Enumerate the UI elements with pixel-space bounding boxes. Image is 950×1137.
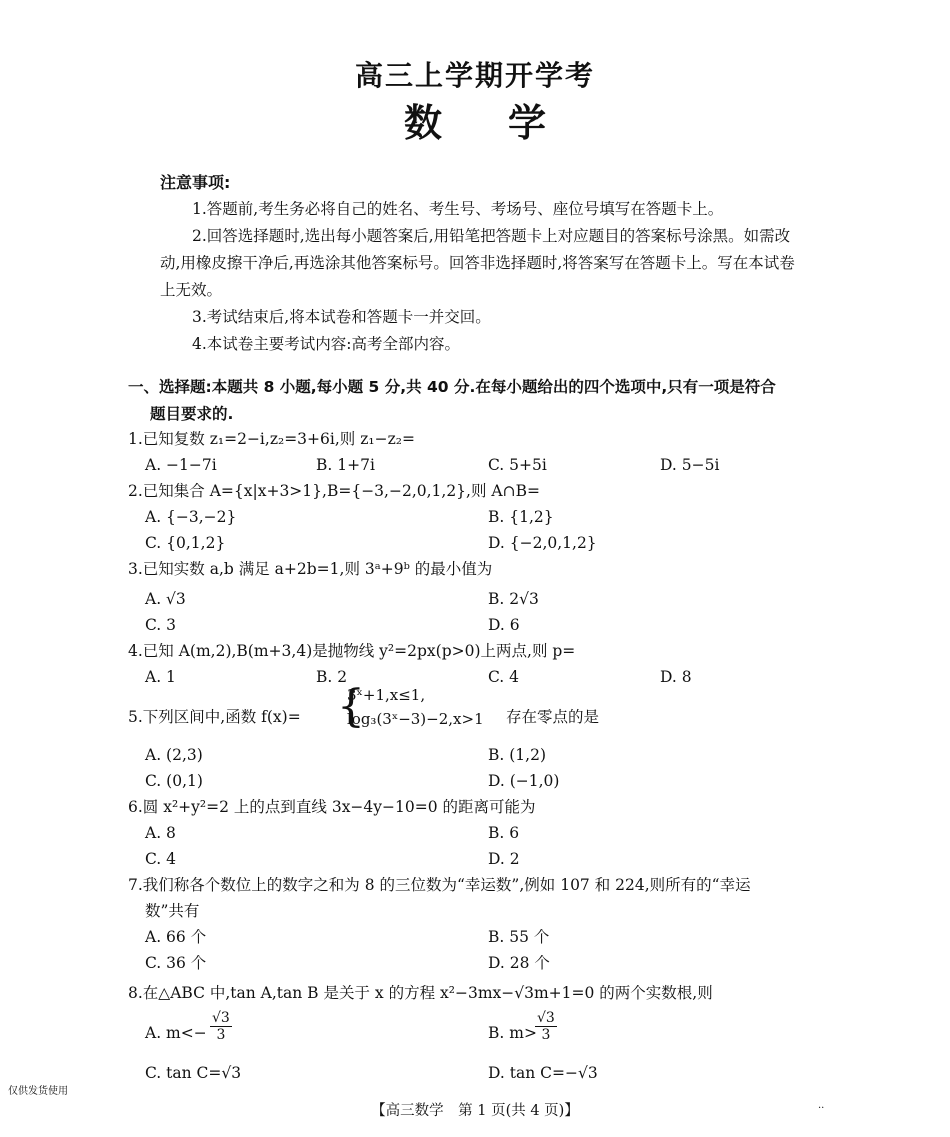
section-heading: [128, 374, 828, 428]
q1-option-c: C. 5+5i: [488, 456, 547, 474]
q2-option-b: B. {1,2}: [488, 508, 554, 526]
fraction-denominator: 3: [541, 1027, 551, 1043]
fraction-numerator: √3: [212, 1010, 230, 1026]
question-6-stem: 6.圆 x²+y²=2 上的点到直线 3x−4y−10=0 的距离可能为: [128, 798, 536, 816]
brace-glyph: {: [337, 681, 365, 732]
q2-option-c: C. {0,1,2}: [145, 534, 226, 552]
notice-item: 4.本试卷主要考试内容:高考全部内容。: [192, 335, 461, 353]
q2-option-d: D. {−2,0,1,2}: [488, 534, 597, 552]
question-8-stem: 8.在△ABC 中,tan A,tan B 是关于 x 的方程 x²−3mx−√3m+1=0 的两个实数根,则: [128, 984, 713, 1002]
fraction-denominator: 3: [216, 1027, 226, 1043]
question-3-stem: 3.已知实数 a,b 满足 a+2b=1,则 3ᵃ+9ᵇ 的最小值为: [128, 560, 493, 578]
question-5-stem-suffix: 存在零点的是: [506, 708, 600, 726]
q6-option-a: A. 8: [145, 824, 176, 842]
q8-option-c: C. tan C=√3: [145, 1064, 242, 1082]
notice-item: 3.考试结束后,将本试卷和答题卡一并交回。: [192, 308, 491, 326]
question-5-stem-prefix: 5.下列区间中,函数 f(x)=: [128, 708, 301, 726]
question-1-stem: 1.已知复数 z₁=2−i,z₂=3+6i,则 z₁−z₂=: [128, 430, 415, 448]
q7-option-d: D. 28 个: [488, 954, 550, 972]
section-line: 题目要求的.: [150, 405, 234, 423]
q7-option-c: C. 36 个: [145, 954, 207, 972]
q8-option-b-fraction: [535, 1010, 557, 1043]
q1-option-a: A. −1−7i: [145, 456, 217, 474]
q8-option-a: A. m<−: [145, 1024, 207, 1042]
q8-option-a-fraction: [210, 1010, 232, 1043]
q5-option-c: C. (0,1): [145, 772, 203, 790]
notice-heading: 注意事项:: [160, 173, 231, 192]
page-number: 【高三数学 第 1 页(共 4 页)】: [371, 1103, 579, 1119]
q3-option-d: D. 6: [488, 616, 520, 634]
q3-option-a: A. √3: [145, 590, 186, 608]
q2-option-a: A. {−3,−2}: [145, 508, 237, 526]
notice-item: 2.回答选择题时,选出每小题答案后,用铅笔把答题卡上对应题目的答案标号涂黑。如需改动,用橡皮擦干净后,再选涂其他答案标号。回答非选择题时,将答案写在答题卡上。写在本试卷上无效。: [160, 227, 795, 299]
notice-list: [160, 196, 795, 358]
q4-option-c: C. 4: [488, 668, 520, 686]
q6-option-b: B. 6: [488, 824, 520, 842]
q8-option-d: D. tan C=−√3: [488, 1064, 598, 1082]
notice-item: 1.答题前,考生务必将自己的姓名、考生号、考场号、座位号填写在答题卡上。: [192, 200, 724, 218]
exam-title: 高三上学期开学考: [354, 59, 595, 92]
q7-option-a: A. 66 个: [145, 928, 207, 946]
subject-title: 数学: [403, 101, 612, 145]
q6-option-d: D. 2: [488, 850, 520, 868]
piece-2: log₃(3ˣ−3)−2,x>1: [347, 710, 484, 728]
footer-note: 仅供发货使用: [8, 1086, 68, 1097]
q1-option-d: D. 5−5i: [660, 456, 720, 474]
fraction-numerator: √3: [537, 1010, 555, 1026]
q5-option-a: A. (2,3): [145, 746, 203, 764]
q8-option-b: B. m>: [488, 1024, 537, 1042]
piece-1: 3ˣ+1,x≤1,: [347, 686, 426, 704]
q5-option-b: B. (1,2): [488, 746, 546, 764]
q4-option-a: A. 1: [145, 668, 176, 686]
q4-option-d: D. 8: [660, 668, 692, 686]
question-7-stem-cont: 数”共有: [145, 902, 200, 920]
q7-option-b: B. 55 个: [488, 928, 550, 946]
q4-option-b: B. 2: [316, 668, 348, 686]
question-7-stem: 7.我们称各个数位上的数字之和为 8 的三位数为“幸运数”,例如 107 和 224,则所有的“幸运: [128, 876, 751, 894]
footer-dots: ..: [818, 1100, 825, 1111]
q5-option-d: D. (−1,0): [488, 772, 560, 790]
q3-option-b: B. 2√3: [488, 590, 539, 608]
q3-option-c: C. 3: [145, 616, 177, 634]
section-line: 一、选择题:本题共 8 小题,每小题 5 分,共 40 分.在每小题给出的四个选项中,只有一项是符合: [128, 378, 776, 396]
q1-option-b: B. 1+7i: [316, 456, 375, 474]
q6-option-c: C. 4: [145, 850, 177, 868]
question-4-stem: 4.已知 A(m,2),B(m+3,4)是抛物线 y²=2px(p>0)上两点,则 p=: [128, 642, 576, 660]
question-2-stem: 2.已知集合 A={x|x+3>1},B={−3,−2,0,1,2},则 A∩B=: [128, 482, 540, 500]
